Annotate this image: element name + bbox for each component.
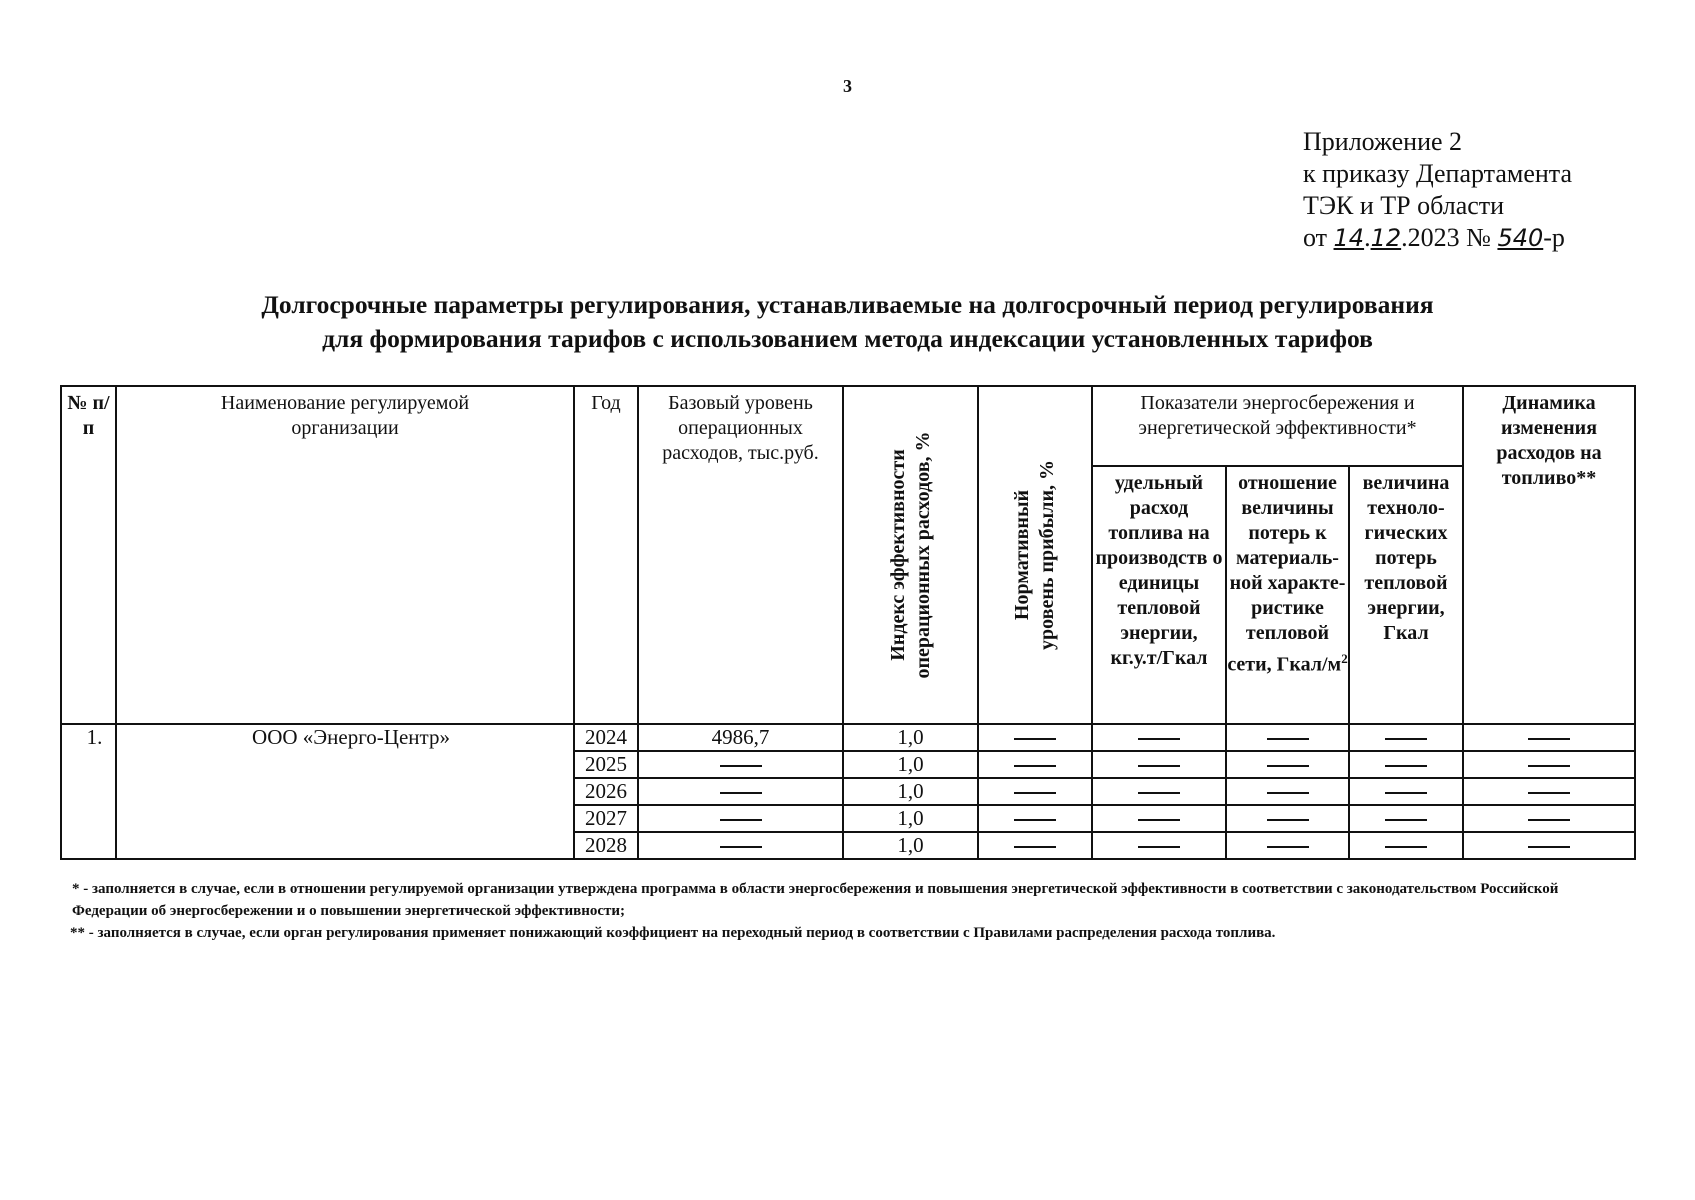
header-num: № п/п [61, 386, 116, 724]
header-org: Наименование регулируемой организации [116, 386, 574, 724]
dash-mark [1267, 846, 1309, 848]
index-cell: 1,0 [843, 832, 978, 859]
dash-mark [1014, 765, 1056, 767]
profit-cell [978, 832, 1092, 859]
fuel-dynamics-cell [1463, 751, 1635, 778]
document-title [0, 288, 1695, 356]
dash-mark [1528, 738, 1570, 740]
appendix-date-line: от 14.12.2023 № 540-р [1303, 223, 1565, 252]
header-base-level: Базовый уровень операционных расходов, тыс.руб. [638, 386, 843, 724]
header-loss-ratio [1226, 466, 1349, 724]
year-cell: 2027 [574, 805, 638, 832]
dash-mark [1385, 846, 1427, 848]
dash-mark [1528, 846, 1570, 848]
loss-ratio-superscript: 2 [1341, 651, 1348, 666]
dash-mark [1138, 765, 1180, 767]
efficiency-index-line2: операционных расходов, % [911, 431, 934, 679]
profit-cell [978, 724, 1092, 751]
loss-ratio-cell [1226, 832, 1349, 859]
dash-mark [1385, 765, 1427, 767]
dash-mark [1267, 819, 1309, 821]
tech-losses-cell [1349, 751, 1463, 778]
dash-mark [1138, 792, 1180, 794]
base-level-cell [638, 778, 843, 805]
header-year: Год [574, 386, 638, 724]
specific-fuel-cell [1092, 778, 1226, 805]
page-number: 3 [843, 76, 852, 96]
dash-mark [1014, 819, 1056, 821]
title-line2: для формирования тарифов с использованием метода индексации установленных тарифов [322, 324, 1373, 353]
handwritten-number: 540 [1497, 224, 1544, 252]
dash-mark [720, 792, 762, 794]
header-tech-losses: величина техноло-гических потерь тепловой энергии, Гкал [1349, 466, 1463, 724]
tech-losses-cell [1349, 778, 1463, 805]
profit-cell [978, 805, 1092, 832]
year-cell: 2024 [574, 724, 638, 751]
tech-losses-cell [1349, 832, 1463, 859]
number-suffix: -р [1543, 223, 1565, 252]
loss-ratio-text: отношение величины потерь к материаль-ной характе-ристике тепловой сети, Гкал/м [1227, 472, 1346, 676]
year-cell: 2026 [574, 778, 638, 805]
parameters-table [60, 385, 1636, 860]
loss-ratio-cell [1226, 724, 1349, 751]
header-specific-fuel: удельный расход топлива на производств о единицы тепловой энергии, кг.у.т/Гкал [1092, 466, 1226, 724]
row-num: 1. [61, 724, 116, 859]
fuel-dynamics-cell [1463, 778, 1635, 805]
specific-fuel-cell [1092, 724, 1226, 751]
base-level-cell [638, 805, 843, 832]
appendix-line1: Приложение 2 [1303, 127, 1463, 156]
year-cell: 2028 [574, 832, 638, 859]
index-cell: 1,0 [843, 751, 978, 778]
appendix-line3: ТЭК и ТР области [1303, 191, 1505, 220]
dash-mark [1528, 765, 1570, 767]
dash-mark [1138, 819, 1180, 821]
year-cell: 2025 [574, 751, 638, 778]
profit-cell [978, 751, 1092, 778]
dash-mark [1385, 792, 1427, 794]
dash-mark [1014, 846, 1056, 848]
footnote-2: ** - заполняется в случае, если орган регулирования применяет понижающий коэффициент на переходный период в соответствии с Правилами распределения расхода топлива. [70, 925, 1276, 941]
fuel-dynamics-cell [1463, 805, 1635, 832]
dash-mark [1385, 819, 1427, 821]
header-normative-profit [978, 386, 1092, 724]
base-level-cell: 4986,7 [638, 724, 843, 751]
handwritten-month: 12 [1370, 224, 1402, 252]
loss-ratio-cell [1226, 778, 1349, 805]
dash-mark [1528, 819, 1570, 821]
normative-profit-line2: уровень прибыли, % [1036, 460, 1058, 650]
loss-ratio-cell [1226, 751, 1349, 778]
footnotes [60, 878, 1620, 944]
handwritten-day: 14 [1333, 224, 1365, 252]
base-level-cell [638, 751, 843, 778]
dash-mark [1138, 738, 1180, 740]
dash-mark [1267, 792, 1309, 794]
date-prefix: от [1303, 223, 1328, 252]
loss-ratio-cell [1226, 805, 1349, 832]
dash-mark [720, 765, 762, 767]
header-fuel-dynamics: Динамика изменения расходов на топливо** [1463, 386, 1635, 724]
specific-fuel-cell [1092, 832, 1226, 859]
dash-mark [1138, 846, 1180, 848]
dash-mark [720, 819, 762, 821]
dash-mark [1267, 765, 1309, 767]
dash-mark [1528, 792, 1570, 794]
dash-mark [720, 846, 762, 848]
table-row [61, 724, 1635, 751]
efficiency-index-line1: Индекс эффективности [886, 449, 909, 661]
base-level-cell [638, 832, 843, 859]
index-cell: 1,0 [843, 724, 978, 751]
normative-profit-line1: Нормативный [1011, 489, 1033, 621]
dash-mark [1014, 738, 1056, 740]
index-cell: 1,0 [843, 805, 978, 832]
specific-fuel-cell [1092, 751, 1226, 778]
org-name: ООО «Энерго-Центр» [116, 724, 574, 859]
fuel-dynamics-cell [1463, 832, 1635, 859]
header-energy-indicators: Показатели энергосбережения и энергетической эффективности* [1092, 386, 1463, 466]
title-line1: Долгосрочные параметры регулирования, устанавливаемые на долгосрочный период регулирования [261, 290, 1434, 319]
dash-mark [1267, 738, 1309, 740]
appendix-line2: к приказу Департамента [1303, 159, 1573, 188]
index-cell: 1,0 [843, 778, 978, 805]
footnote-1: * - заполняется в случае, если в отношении регулируемой организации утверждена программа в области энергосбережения и повышения энергетической эффективности в соответствии с законодательством Российской Федерации об энергосбережении и о повышении энергетической эффективности; [72, 881, 1559, 919]
profit-cell [978, 778, 1092, 805]
date-year: .2023 № [1401, 223, 1491, 252]
appendix-block [1303, 126, 1572, 254]
dash-mark [1385, 738, 1427, 740]
header-efficiency-index [843, 386, 978, 724]
tech-losses-cell [1349, 724, 1463, 751]
dash-mark [1014, 792, 1056, 794]
specific-fuel-cell [1092, 805, 1226, 832]
tech-losses-cell [1349, 805, 1463, 832]
fuel-dynamics-cell [1463, 724, 1635, 751]
